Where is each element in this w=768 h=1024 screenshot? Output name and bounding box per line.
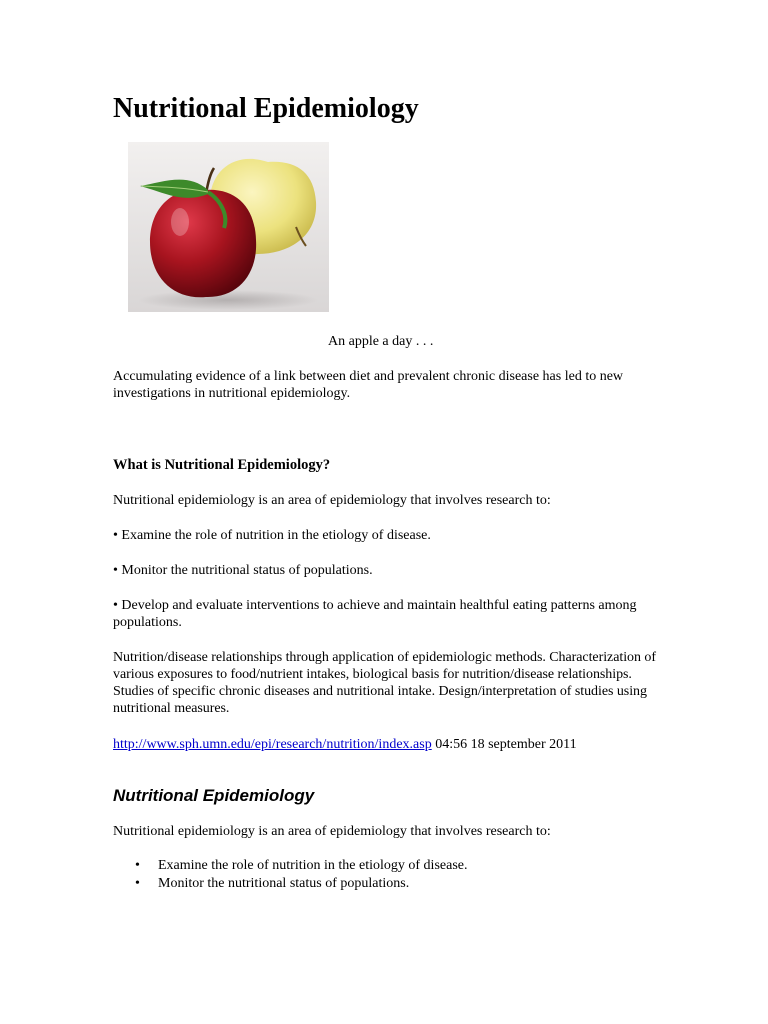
intro-paragraph: Accumulating evidence of a link between diet and prevalent chronic disease has led to new investigations in nutritional epidemiology. xyxy=(113,369,624,401)
section2-heading: Nutritional Epidemiology xyxy=(113,786,315,805)
bullet-examine: • Examine the role of nutrition in the etiology of disease. xyxy=(113,528,431,543)
bullet-develop: • Develop and evaluate interventions to achieve and maintain healthful eating patterns among populations. xyxy=(113,598,637,630)
source-timestamp: 04:56 18 september 2011 xyxy=(431,737,577,752)
source-line xyxy=(113,736,658,753)
page-title: Nutritional Epidemiology xyxy=(113,93,419,124)
bullet-icon: • xyxy=(135,875,140,891)
list-item-text: Examine the role of nutrition in the etiology of disease. xyxy=(158,858,468,873)
section-lead: Nutritional epidemiology is an area of epidemiology that involves research to: xyxy=(113,493,551,508)
list-item xyxy=(113,875,467,893)
source-link[interactable]: http://www.sph.umn.edu/epi/research/nutrition/index.asp xyxy=(113,737,432,752)
body-paragraph: Nutrition/disease relationships through application of epidemiologic methods. Characterization of various exposures to food/nutrient intakes, biological basis for nutrition/disease relationships. Studies of specific chronic diseases and nutritional intake. Design/interpretation of studies using nutritional measures. xyxy=(113,650,656,716)
section2-lead: Nutritional epidemiology is an area of epidemiology that involves research to: xyxy=(113,824,551,839)
list-item-text: Monitor the nutritional status of populations. xyxy=(158,875,410,891)
apples-image xyxy=(128,142,329,312)
image-caption: An apple a day . . . xyxy=(328,334,434,349)
list-item xyxy=(113,857,467,875)
section2-list xyxy=(113,857,467,892)
section-heading: What is Nutritional Epidemiology? xyxy=(113,457,331,473)
bullet-icon: • xyxy=(135,858,140,873)
bullet-monitor: • Monitor the nutritional status of populations. xyxy=(113,563,373,578)
